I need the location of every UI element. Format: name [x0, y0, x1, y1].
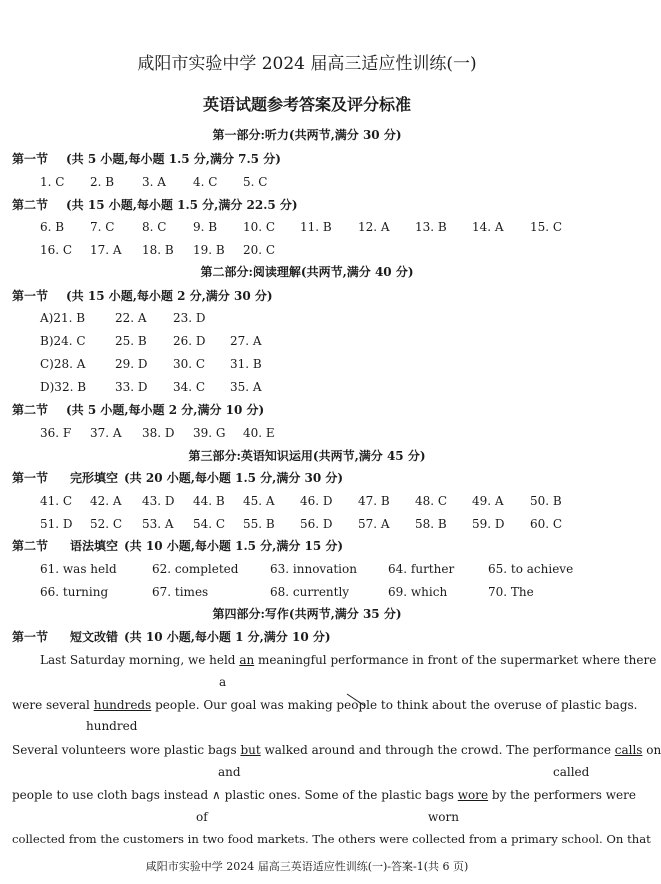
answer-item: 62. completed: [152, 562, 239, 576]
answer-item: 17. A: [90, 243, 122, 257]
answer-item: 41. C: [40, 494, 73, 508]
answer-item: 34. C: [173, 380, 206, 394]
correction-word: worn: [428, 810, 459, 824]
answer-item: 43. D: [142, 494, 175, 508]
correction-word: hundred: [86, 719, 138, 733]
answer-item: 47. B: [358, 494, 390, 508]
part4-section1-name: 第一节: [12, 630, 49, 644]
answer-item: 5. C: [243, 175, 268, 189]
part4-section1-label: 短文改错: [70, 630, 119, 644]
passage-text: people. Our goal was making people: [151, 698, 381, 712]
passage-text: by the performers were: [488, 788, 636, 802]
answer-item: 55. B: [243, 517, 275, 531]
part3-section1-label: 完形填空: [70, 471, 119, 485]
passage-text: on: [642, 743, 661, 757]
answer-item: 56. D: [300, 517, 333, 531]
answer-item: 16. C: [40, 243, 73, 257]
answer-item: 23. D: [173, 311, 206, 325]
answer-item: 58. B: [415, 517, 447, 531]
answer-item: 31. B: [230, 357, 262, 371]
answer-item: 65. to achieve: [488, 562, 574, 576]
document-subtitle: 英语试题参考答案及评分标准: [202, 95, 411, 114]
passage-line-3: [12, 744, 661, 756]
answer-item: 53. A: [142, 517, 174, 531]
answer-item: 50. B: [530, 494, 562, 508]
answer-item: A)21. B: [40, 311, 86, 325]
correction-word: and: [218, 765, 241, 779]
passage-text: people to use cloth bags instead: [12, 788, 213, 802]
answer-item: 33. D: [115, 380, 148, 394]
answer-item: 51. D: [40, 517, 73, 531]
answer-item: 54. C: [193, 517, 226, 531]
page-footer: 咸阳市实验中学 2024 届高三英语适应性训练(一)-答案-1(共 6 页): [145, 860, 469, 873]
part2-section1-desc: (共 15 小题,每小题 2 分,满分 30 分): [66, 289, 273, 303]
passage-text: Several volunteers wore plastic bags: [12, 743, 241, 757]
answer-item: 1. C: [40, 175, 65, 189]
part2-heading: 第二部分:阅读理解(共两节,满分 40 分): [200, 265, 414, 279]
part1-section1-name: 第一节: [12, 152, 49, 166]
passage-text: plastic ones. Some of the plastic bags: [220, 788, 458, 802]
answer-item: 48. C: [415, 494, 448, 508]
answer-item: 3. A: [142, 175, 166, 189]
answer-item: 45. A: [243, 494, 275, 508]
answer-item: 69. which: [388, 585, 448, 599]
answer-item: 57. A: [358, 517, 390, 531]
answer-item: 22. A: [115, 311, 147, 325]
answer-item: 15. C: [530, 220, 563, 234]
answer-item: 64. further: [388, 562, 455, 576]
answer-item: 35. A: [230, 380, 262, 394]
answer-item: 2. B: [90, 175, 115, 189]
answer-item: C)28. A: [40, 357, 86, 371]
answer-item: 36. F: [40, 426, 72, 440]
answer-item: 14. A: [472, 220, 504, 234]
passage-line-4: [12, 789, 636, 801]
error-word: hundreds: [93, 698, 152, 712]
part4-heading: 第四部分:写作(共两节,满分 35 分): [212, 607, 402, 621]
part3-section2-desc: (共 10 小题,每小题 1.5 分,满分 15 分): [124, 539, 344, 553]
error-word: calls: [614, 743, 643, 757]
answer-item: 7. C: [90, 220, 115, 234]
answer-item: 37. A: [90, 426, 122, 440]
passage-line-2: [12, 699, 638, 711]
part1-section2-name: 第二节: [12, 198, 49, 212]
answer-item: 13. B: [415, 220, 447, 234]
answer-item: 10. C: [243, 220, 276, 234]
answer-item: 60. C: [530, 517, 563, 531]
part3-heading: 第三部分:英语知识运用(共两节,满分 45 分): [188, 449, 426, 463]
part3-section2-label: 语法填空: [70, 539, 119, 553]
answer-item: 11. B: [300, 220, 332, 234]
delete-slash-icon: [345, 693, 367, 707]
answer-item: 52. C: [90, 517, 123, 531]
part3-section1-desc: (共 20 小题,每小题 1.5 分,满分 30 分): [124, 471, 344, 485]
answer-item: 59. D: [472, 517, 505, 531]
answer-item: B)24. C: [40, 334, 86, 348]
answer-item: 6. B: [40, 220, 65, 234]
answer-item: 26. D: [173, 334, 206, 348]
deleted-word: to: [380, 698, 393, 712]
answer-item: 20. C: [243, 243, 276, 257]
part3-section1-name: 第一节: [12, 471, 49, 485]
correction-word: a: [219, 675, 227, 689]
answer-item: 4. C: [193, 175, 218, 189]
insert-mark: ∧: [212, 788, 221, 802]
answer-item: 61. was held: [40, 562, 117, 576]
answer-item: 30. C: [173, 357, 206, 371]
answer-item: 18. B: [142, 243, 174, 257]
correction-word: of: [196, 810, 208, 824]
answer-item: 68. currently: [270, 585, 350, 599]
answer-item: 25. B: [115, 334, 147, 348]
part2-section2-name: 第二节: [12, 403, 49, 417]
answer-item: 27. A: [230, 334, 262, 348]
answer-item: 70. The: [488, 585, 534, 599]
answer-item: 46. D: [300, 494, 333, 508]
part1-section2-desc: (共 15 小题,每小题 1.5 分,满分 22.5 分): [66, 198, 298, 212]
answer-item: D)32. B: [40, 380, 87, 394]
passage-text: walked around and through the crowd. The performance: [260, 743, 615, 757]
error-word: but: [240, 743, 261, 757]
part3-section2-name: 第二节: [12, 539, 49, 553]
part2-section1-name: 第一节: [12, 289, 49, 303]
answer-item: 12. A: [358, 220, 390, 234]
correction-word: called: [553, 765, 590, 779]
answer-item: 29. D: [115, 357, 148, 371]
document-title: 咸阳市实验中学 2024 届高三适应性训练(一): [137, 54, 477, 74]
answer-item: 42. A: [90, 494, 122, 508]
part4-section1-desc: (共 10 小题,每小题 1 分,满分 10 分): [124, 630, 331, 644]
answer-item: 19. B: [193, 243, 225, 257]
part1-section1-desc: (共 5 小题,每小题 1.5 分,满分 7.5 分): [66, 152, 281, 166]
answer-item: 39. G: [193, 426, 226, 440]
delete-mark: [345, 693, 367, 707]
answer-item: 38. D: [142, 426, 175, 440]
answer-item: 44. B: [193, 494, 225, 508]
answer-item: 66. turning: [40, 585, 109, 599]
part2-section2-desc: (共 5 小题,每小题 2 分,满分 10 分): [66, 403, 265, 417]
passage-text: were several: [12, 698, 94, 712]
answer-item: 9. B: [193, 220, 218, 234]
error-word: an: [239, 653, 255, 667]
error-word: wore: [457, 788, 489, 802]
passage-line-5: collected from the customers in two food markets. The others were collected from a primary school. On that: [12, 832, 651, 846]
answer-item: 40. E: [243, 426, 275, 440]
part1-heading: 第一部分:听力(共两节,满分 30 分): [212, 128, 402, 142]
answer-item: 49. A: [472, 494, 504, 508]
answer-item: 63. innovation: [270, 562, 357, 576]
passage-line-1: [40, 654, 656, 666]
passage-text: meaningful performance in front of the supermarket where there: [254, 653, 657, 667]
answer-item: 67. times: [152, 585, 209, 599]
passage-text: think about the overuse of plastic bags.: [392, 698, 638, 712]
passage-text: Last Saturday morning, we held: [40, 653, 240, 667]
answer-item: 8. C: [142, 220, 167, 234]
